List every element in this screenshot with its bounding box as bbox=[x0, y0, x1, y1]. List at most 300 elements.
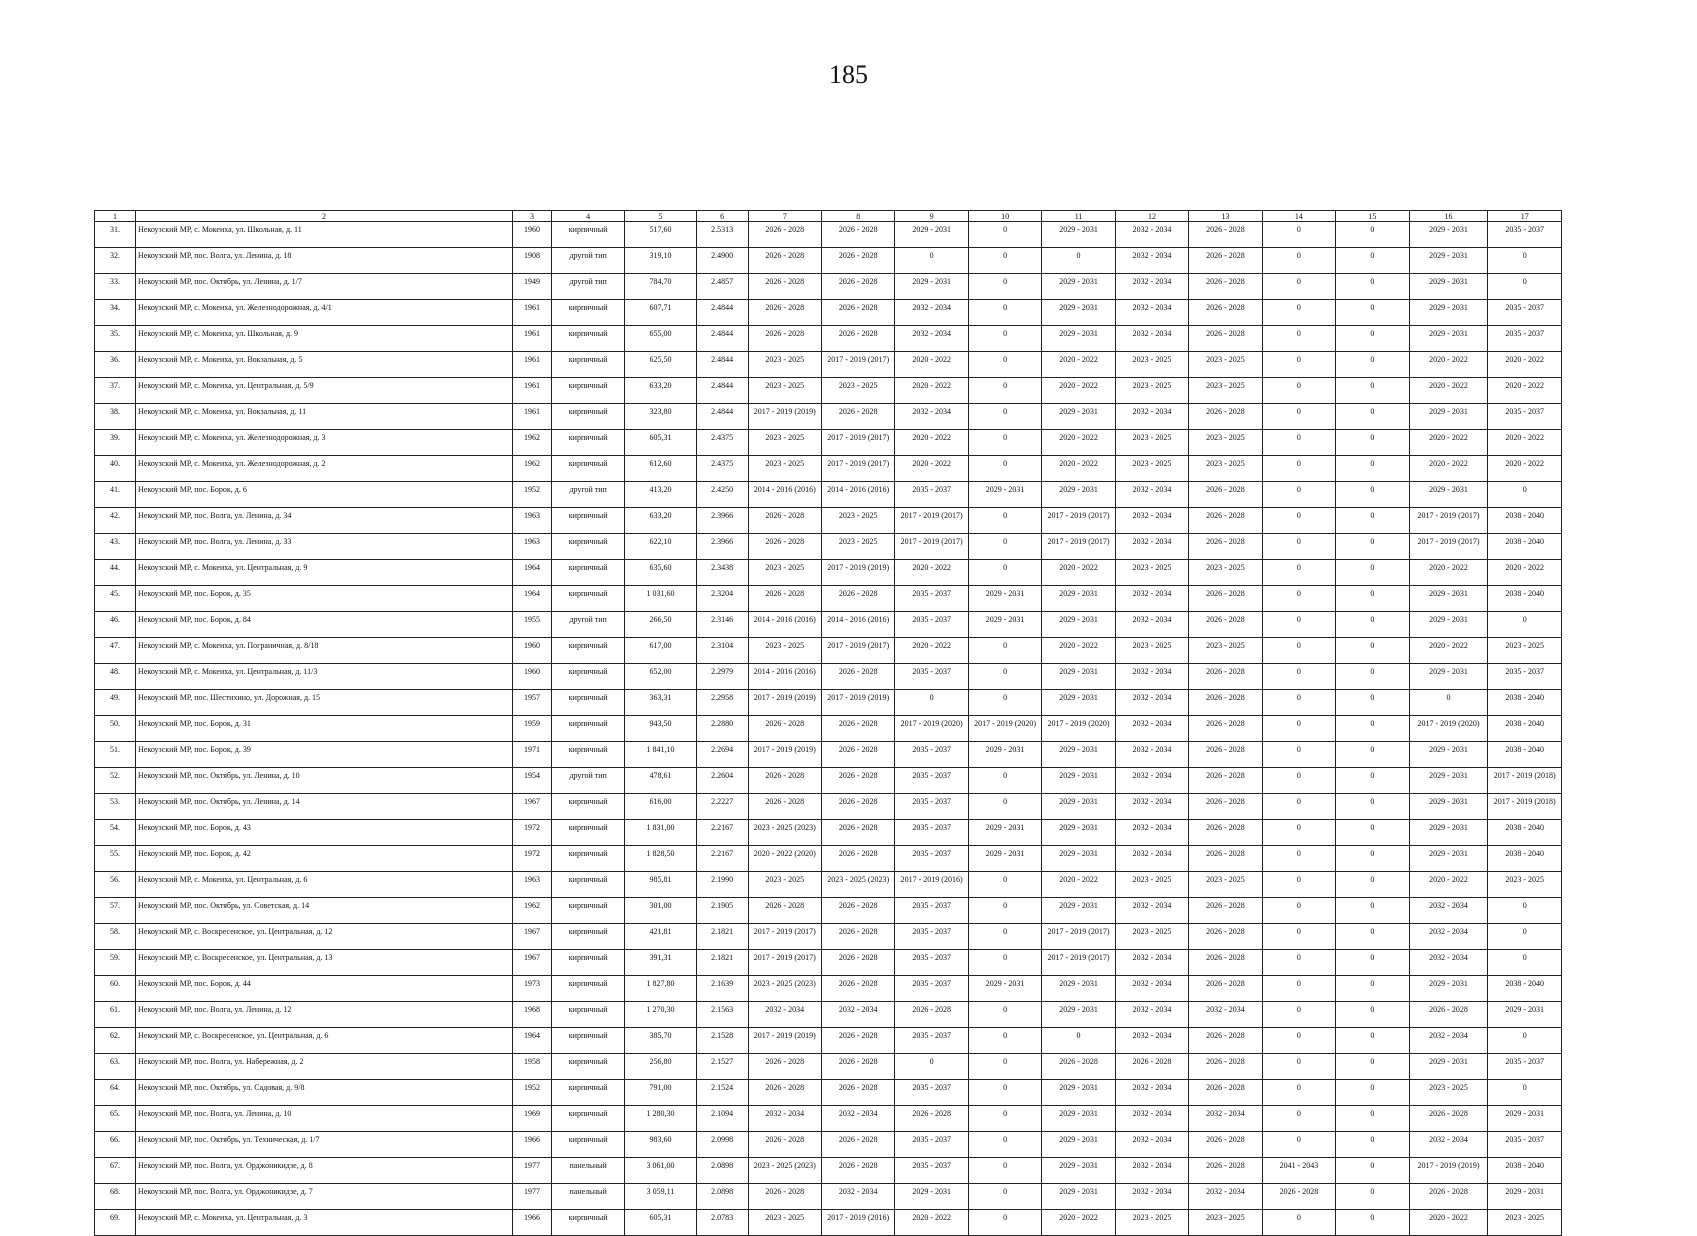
address-cell: Некоузский МР, с. Мокеиха, ул. Железнодорожная, д. 2 bbox=[136, 456, 513, 482]
table-cell: 0 bbox=[1336, 404, 1409, 430]
table-cell: 2029 - 2031 bbox=[1409, 976, 1488, 1002]
table-cell: 53. bbox=[95, 794, 136, 820]
table-cell: 0 bbox=[1336, 924, 1409, 950]
table-cell: 2020 - 2022 bbox=[1409, 430, 1488, 456]
table-cell: 2041 - 2043 bbox=[1262, 1158, 1335, 1184]
table-cell: 2023 - 2025 bbox=[1189, 560, 1262, 586]
table-cell: 2017 - 2019 (2019) bbox=[821, 560, 894, 586]
table-cell: 2.1990 bbox=[696, 872, 748, 898]
table-cell: 0 bbox=[1336, 482, 1409, 508]
table-cell: 2026 - 2028 bbox=[821, 248, 894, 274]
address-cell: Некоузский МР, с. Мокеиха, ул. Центральная, д. 5/9 bbox=[136, 378, 513, 404]
address-cell: Некоузский МР, с. Мокеиха, ул. Центральная, д. 3 bbox=[136, 1210, 513, 1236]
table-cell: 2035 - 2037 bbox=[895, 820, 968, 846]
table-cell: 0 bbox=[1336, 456, 1409, 482]
table-cell: 1949 bbox=[513, 274, 552, 300]
table-cell: 2.4857 bbox=[696, 274, 748, 300]
table-cell: 391,31 bbox=[625, 950, 696, 976]
table-row bbox=[95, 768, 1562, 794]
table-cell: кирпичный bbox=[551, 1002, 624, 1028]
table-cell: 0 bbox=[1488, 612, 1562, 638]
table-cell: 1960 bbox=[513, 222, 552, 248]
table-cell: 2029 - 2031 bbox=[1409, 586, 1488, 612]
table-cell: 0 bbox=[1262, 508, 1335, 534]
table-cell: 2026 - 2028 bbox=[1189, 404, 1262, 430]
table-cell: 2029 - 2031 bbox=[1042, 664, 1115, 690]
table-cell: 2029 - 2031 bbox=[1042, 1132, 1115, 1158]
table-row bbox=[95, 300, 1562, 326]
table-cell: 791,00 bbox=[625, 1080, 696, 1106]
table-cell: 0 bbox=[968, 1184, 1041, 1210]
table-cell: 2.1524 bbox=[696, 1080, 748, 1106]
table-cell: 985,81 bbox=[625, 872, 696, 898]
table-cell: 607,71 bbox=[625, 300, 696, 326]
table-cell: 2017 - 2019 (2017) bbox=[1042, 508, 1115, 534]
table-cell: 0 bbox=[1336, 1106, 1409, 1132]
table-cell: 2017 - 2019 (2019) bbox=[748, 690, 821, 716]
table-row bbox=[95, 742, 1562, 768]
table-cell: кирпичный bbox=[551, 456, 624, 482]
table-cell: 2032 - 2034 bbox=[1409, 1028, 1488, 1054]
table-cell: 2035 - 2037 bbox=[895, 976, 968, 1002]
table-cell: 2032 - 2034 bbox=[1115, 1184, 1188, 1210]
table-cell: 2029 - 2031 bbox=[1488, 1106, 1562, 1132]
table-cell: 67. bbox=[95, 1158, 136, 1184]
table-cell: 2023 - 2025 bbox=[821, 534, 894, 560]
table-cell: 2020 - 2022 bbox=[1409, 560, 1488, 586]
table-cell: 2026 - 2028 bbox=[748, 1132, 821, 1158]
address-cell: Некоузский МР, пос. Борок, д. 44 bbox=[136, 976, 513, 1002]
table-cell: 2029 - 2031 bbox=[1409, 248, 1488, 274]
table-cell: 1 270,30 bbox=[625, 1002, 696, 1028]
table-cell: кирпичный bbox=[551, 222, 624, 248]
table-cell: 2029 - 2031 bbox=[1409, 768, 1488, 794]
table-cell: 2035 - 2037 bbox=[1488, 326, 1562, 352]
table-cell: 0 bbox=[968, 352, 1041, 378]
table-cell: 2017 - 2019 (2020) bbox=[1042, 716, 1115, 742]
table-cell: 2017 - 2019 (2017) bbox=[748, 950, 821, 976]
table-cell: 2023 - 2025 bbox=[1189, 1210, 1262, 1236]
table-cell: 2023 - 2025 bbox=[1115, 638, 1188, 664]
table-cell: 0 bbox=[968, 1158, 1041, 1184]
table-cell: 2023 - 2025 bbox=[821, 508, 894, 534]
table-row bbox=[95, 846, 1562, 872]
table-cell: 2023 - 2025 bbox=[748, 872, 821, 898]
table-cell: 2026 - 2028 bbox=[1189, 716, 1262, 742]
table-cell: кирпичный bbox=[551, 820, 624, 846]
table-cell: 2017 - 2019 (2016) bbox=[821, 1210, 894, 1236]
table-cell: 0 bbox=[1336, 638, 1409, 664]
table-cell: 33. bbox=[95, 274, 136, 300]
table-cell: 2026 - 2028 bbox=[748, 898, 821, 924]
table-cell: 1973 bbox=[513, 976, 552, 1002]
table-cell: 0 bbox=[1336, 274, 1409, 300]
table-cell: 2.3966 bbox=[696, 508, 748, 534]
table-cell: 1962 bbox=[513, 430, 552, 456]
table-cell: 52. bbox=[95, 768, 136, 794]
table-cell: 2032 - 2034 bbox=[1115, 1132, 1188, 1158]
table-cell: 1958 bbox=[513, 1054, 552, 1080]
table-cell: 2026 - 2028 bbox=[821, 898, 894, 924]
table-cell: 0 bbox=[1488, 482, 1562, 508]
address-cell: Некоузский МР, с. Воскресенское, ул. Центральная, д. 6 bbox=[136, 1028, 513, 1054]
table-cell: 2.4375 bbox=[696, 430, 748, 456]
table-cell: 1959 bbox=[513, 716, 552, 742]
table-cell: 2038 - 2040 bbox=[1488, 742, 1562, 768]
table-cell: 2017 - 2019 (2020) bbox=[895, 716, 968, 742]
table-cell: 2029 - 2031 bbox=[968, 482, 1041, 508]
table-cell: 55. bbox=[95, 846, 136, 872]
header-row bbox=[95, 211, 1562, 222]
table-cell: 2026 - 2028 bbox=[821, 1080, 894, 1106]
table-cell: 0 bbox=[1488, 924, 1562, 950]
table-cell: 0 bbox=[1262, 534, 1335, 560]
table-cell: 2035 - 2037 bbox=[895, 794, 968, 820]
table-cell: 2020 - 2022 bbox=[1042, 1210, 1115, 1236]
table-cell: 0 bbox=[968, 1054, 1041, 1080]
address-cell: Некоузский МР, пос. Октябрь, ул. Советская, д. 14 bbox=[136, 898, 513, 924]
table-cell: 2026 - 2028 bbox=[1115, 1054, 1188, 1080]
table-cell: 2032 - 2034 bbox=[1409, 924, 1488, 950]
table-cell: 0 bbox=[968, 768, 1041, 794]
table-cell: 2.2958 bbox=[696, 690, 748, 716]
table-cell: 0 bbox=[1262, 248, 1335, 274]
table-cell: 1961 bbox=[513, 378, 552, 404]
address-cell: Некоузский МР, пос. Шестихино, ул. Дорожная, д. 15 bbox=[136, 690, 513, 716]
table-cell: 2020 - 2022 bbox=[1409, 872, 1488, 898]
table-cell: 2026 - 2028 bbox=[1189, 768, 1262, 794]
address-cell: Некоузский МР, пос. Волга, ул. Ленина, д. 18 bbox=[136, 248, 513, 274]
column-header-5: 5 bbox=[625, 211, 696, 222]
table-cell: 1908 bbox=[513, 248, 552, 274]
table-cell: 0 bbox=[1336, 768, 1409, 794]
table-cell: 0 bbox=[968, 248, 1041, 274]
table-row bbox=[95, 586, 1562, 612]
table-cell: 2023 - 2025 (2023) bbox=[748, 1158, 821, 1184]
table-cell: 2032 - 2034 bbox=[1115, 222, 1188, 248]
table-cell: 0 bbox=[968, 664, 1041, 690]
table-cell: 0 bbox=[1336, 1028, 1409, 1054]
table-cell: 0 bbox=[1262, 690, 1335, 716]
table-cell: 1 841,10 bbox=[625, 742, 696, 768]
table-cell: 60. bbox=[95, 976, 136, 1002]
table-cell: 1977 bbox=[513, 1158, 552, 1184]
table-cell: 2032 - 2034 bbox=[1115, 976, 1188, 1002]
table-cell: 2026 - 2028 bbox=[1189, 534, 1262, 560]
table-cell: 2026 - 2028 bbox=[748, 534, 821, 560]
column-header-17: 17 bbox=[1488, 211, 1562, 222]
table-cell: кирпичный bbox=[551, 300, 624, 326]
address-cell: Некоузский МР, пос. Борок, д. 43 bbox=[136, 820, 513, 846]
table-cell: 2026 - 2028 bbox=[748, 326, 821, 352]
table-cell: 0 bbox=[968, 1002, 1041, 1028]
table-cell: 2.1639 bbox=[696, 976, 748, 1002]
table-cell: 2.1563 bbox=[696, 1002, 748, 1028]
table-cell: 2023 - 2025 (2023) bbox=[748, 976, 821, 1002]
table-cell: 2020 - 2022 bbox=[1409, 378, 1488, 404]
table-cell: 2029 - 2031 bbox=[1042, 222, 1115, 248]
column-header-3: 3 bbox=[513, 211, 552, 222]
table-cell: другой тип bbox=[551, 768, 624, 794]
table-cell: 2017 - 2019 (2017) bbox=[1042, 534, 1115, 560]
table-cell: 2020 - 2022 bbox=[895, 1210, 968, 1236]
table-cell: 2023 - 2025 (2023) bbox=[821, 872, 894, 898]
table-cell: 2026 - 2028 bbox=[821, 586, 894, 612]
housing-table bbox=[94, 210, 1562, 1236]
table-cell: 2026 - 2028 bbox=[1189, 924, 1262, 950]
table-cell: 0 bbox=[1336, 950, 1409, 976]
table-cell: 0 bbox=[1336, 820, 1409, 846]
address-cell: Некоузский МР, пос. Октябрь, ул. Ленина, д. 10 bbox=[136, 768, 513, 794]
table-cell: 2017 - 2019 (2017) bbox=[1042, 924, 1115, 950]
address-cell: Некоузский МР, с. Мокеиха, ул. Вокзальная, д. 11 bbox=[136, 404, 513, 430]
table-cell: 64. bbox=[95, 1080, 136, 1106]
table-cell: 478,61 bbox=[625, 768, 696, 794]
table-cell: 2017 - 2019 (2017) bbox=[1409, 534, 1488, 560]
table-cell: 0 bbox=[1262, 404, 1335, 430]
table-cell: 1961 bbox=[513, 326, 552, 352]
table-cell: 2026 - 2028 bbox=[1409, 1106, 1488, 1132]
table-cell: 1 031,60 bbox=[625, 586, 696, 612]
table-cell: 2032 - 2034 bbox=[1115, 664, 1188, 690]
table-cell: 2032 - 2034 bbox=[821, 1184, 894, 1210]
table-cell: 633,20 bbox=[625, 508, 696, 534]
table-cell: кирпичный bbox=[551, 716, 624, 742]
table-cell: 0 bbox=[1262, 846, 1335, 872]
table-cell: 2035 - 2037 bbox=[895, 1028, 968, 1054]
table-cell: 0 bbox=[1336, 352, 1409, 378]
table-cell: 2026 - 2028 bbox=[1189, 1158, 1262, 1184]
address-cell: Некоузский МР, с. Мокеиха, ул. Железнодорожная, д. 4/1 bbox=[136, 300, 513, 326]
table-cell: 2032 - 2034 bbox=[821, 1106, 894, 1132]
table-cell: 2026 - 2028 bbox=[821, 794, 894, 820]
table-cell: 2020 - 2022 bbox=[1042, 872, 1115, 898]
table-cell: 2020 - 2022 bbox=[1409, 456, 1488, 482]
table-cell: 2029 - 2031 bbox=[968, 742, 1041, 768]
table-cell: 2023 - 2025 bbox=[748, 456, 821, 482]
table-cell: 2038 - 2040 bbox=[1488, 586, 1562, 612]
table-cell: 56. bbox=[95, 872, 136, 898]
table-cell: 2035 - 2037 bbox=[895, 768, 968, 794]
table-cell: 2023 - 2025 bbox=[748, 638, 821, 664]
table-row bbox=[95, 716, 1562, 742]
table-cell: 36. bbox=[95, 352, 136, 378]
table-cell: 0 bbox=[968, 794, 1041, 820]
column-header-16: 16 bbox=[1409, 211, 1488, 222]
table-cell: 2026 - 2028 bbox=[748, 300, 821, 326]
table-cell: 625,50 bbox=[625, 352, 696, 378]
table-cell: 1955 bbox=[513, 612, 552, 638]
table-cell: 2020 - 2022 bbox=[1488, 378, 1562, 404]
table-cell: 2.1527 bbox=[696, 1054, 748, 1080]
table-cell: 43. bbox=[95, 534, 136, 560]
table-cell: 2026 - 2028 bbox=[895, 1106, 968, 1132]
table-cell: 2038 - 2040 bbox=[1488, 976, 1562, 1002]
column-header-11: 11 bbox=[1042, 211, 1115, 222]
table-cell: 3 061,00 bbox=[625, 1158, 696, 1184]
table-cell: 0 bbox=[1262, 794, 1335, 820]
table-cell: 0 bbox=[1262, 1054, 1335, 1080]
table-cell: 2032 - 2034 bbox=[1189, 1106, 1262, 1132]
table-cell: 2032 - 2034 bbox=[1115, 274, 1188, 300]
table-cell: 2020 - 2022 bbox=[1488, 430, 1562, 456]
table-cell: другой тип bbox=[551, 482, 624, 508]
table-cell: 2023 - 2025 bbox=[748, 1210, 821, 1236]
table-cell: 63. bbox=[95, 1054, 136, 1080]
table-cell: 2020 - 2022 bbox=[1042, 456, 1115, 482]
table-cell: 2026 - 2028 bbox=[1189, 664, 1262, 690]
address-cell: Некоузский МР, пос. Волга, ул. Орджоникидзе, д. 8 bbox=[136, 1158, 513, 1184]
table-row bbox=[95, 248, 1562, 274]
table-cell: 2035 - 2037 bbox=[895, 612, 968, 638]
table-cell: 2.2167 bbox=[696, 820, 748, 846]
table-cell: 0 bbox=[1336, 1158, 1409, 1184]
table-cell: 2032 - 2034 bbox=[821, 1002, 894, 1028]
table-row bbox=[95, 976, 1562, 1002]
table-cell: 0 bbox=[1336, 534, 1409, 560]
table-cell: 2020 - 2022 bbox=[895, 456, 968, 482]
table-cell: 2026 - 2028 bbox=[1189, 586, 1262, 612]
address-cell: Некоузский МР, пос. Октябрь, ул. Техническая, д. 1/7 bbox=[136, 1132, 513, 1158]
table-cell: 2029 - 2031 bbox=[1042, 1184, 1115, 1210]
table-cell: кирпичный bbox=[551, 1106, 624, 1132]
table-cell: 784,70 bbox=[625, 274, 696, 300]
table-cell: 0 bbox=[968, 872, 1041, 898]
table-cell: 2029 - 2031 bbox=[1042, 898, 1115, 924]
table-cell: 1961 bbox=[513, 404, 552, 430]
table-row bbox=[95, 638, 1562, 664]
table-cell: 66. bbox=[95, 1132, 136, 1158]
table-cell: 2023 - 2025 bbox=[1115, 560, 1188, 586]
address-cell: Некоузский МР, пос. Борок, д. 42 bbox=[136, 846, 513, 872]
table-cell: 2017 - 2019 (2019) bbox=[821, 690, 894, 716]
table-cell: 2.2880 bbox=[696, 716, 748, 742]
table-cell: 2029 - 2031 bbox=[1042, 300, 1115, 326]
table-cell: 2.2227 bbox=[696, 794, 748, 820]
table-cell: 2020 - 2022 bbox=[895, 430, 968, 456]
table-cell: 2.0783 bbox=[696, 1210, 748, 1236]
table-cell: 2032 - 2034 bbox=[1115, 716, 1188, 742]
table-cell: 2017 - 2019 (2017) bbox=[821, 430, 894, 456]
table-cell: 2032 - 2034 bbox=[1115, 742, 1188, 768]
table-cell: 1964 bbox=[513, 560, 552, 586]
table-cell: 0 bbox=[968, 1132, 1041, 1158]
table-cell: 1961 bbox=[513, 352, 552, 378]
column-header-2: 2 bbox=[136, 211, 513, 222]
table-cell: 0 bbox=[1262, 950, 1335, 976]
table-cell: 2026 - 2028 bbox=[821, 300, 894, 326]
table-cell: 605,31 bbox=[625, 1210, 696, 1236]
table-cell: 2023 - 2025 bbox=[1115, 352, 1188, 378]
table-cell: 2.4250 bbox=[696, 482, 748, 508]
table-row bbox=[95, 898, 1562, 924]
table-cell: 2.4844 bbox=[696, 352, 748, 378]
table-cell: 2017 - 2019 (2017) bbox=[748, 924, 821, 950]
table-cell: 633,20 bbox=[625, 378, 696, 404]
table-cell: 2029 - 2031 bbox=[1042, 976, 1115, 1002]
table-cell: 2026 - 2028 bbox=[1189, 742, 1262, 768]
table-cell: 1954 bbox=[513, 768, 552, 794]
table-cell: 635,60 bbox=[625, 560, 696, 586]
column-header-6: 6 bbox=[696, 211, 748, 222]
table-cell: 2017 - 2019 (2017) bbox=[1409, 508, 1488, 534]
table-cell: 1957 bbox=[513, 690, 552, 716]
table-cell: 2026 - 2028 bbox=[821, 950, 894, 976]
table-cell: 2029 - 2031 bbox=[1409, 664, 1488, 690]
table-cell: 2032 - 2034 bbox=[1115, 326, 1188, 352]
table-cell: 517,60 bbox=[625, 222, 696, 248]
table-cell: 2026 - 2028 bbox=[748, 1184, 821, 1210]
table-cell: 2026 - 2028 bbox=[821, 274, 894, 300]
table-cell: 0 bbox=[1336, 1002, 1409, 1028]
table-row bbox=[95, 1184, 1562, 1210]
address-cell: Некоузский МР, с. Мокеиха, ул. Центральная, д. 11/3 bbox=[136, 664, 513, 690]
table-cell: 2020 - 2022 bbox=[1042, 352, 1115, 378]
table-cell: 2014 - 2016 (2016) bbox=[821, 612, 894, 638]
table-cell: 943,50 bbox=[625, 716, 696, 742]
table-cell: 2020 - 2022 bbox=[895, 378, 968, 404]
table-cell: 2035 - 2037 bbox=[1488, 664, 1562, 690]
table-cell: 0 bbox=[1336, 508, 1409, 534]
table-row bbox=[95, 274, 1562, 300]
table-cell: 0 bbox=[1488, 248, 1562, 274]
table-cell: 2029 - 2031 bbox=[1042, 820, 1115, 846]
table-cell: 2026 - 2028 bbox=[821, 742, 894, 768]
table-cell: 0 bbox=[968, 404, 1041, 430]
table-cell: 0 bbox=[1262, 1106, 1335, 1132]
table-cell: 0 bbox=[1262, 378, 1335, 404]
table-cell: кирпичный bbox=[551, 1080, 624, 1106]
table-cell: 2029 - 2031 bbox=[1409, 820, 1488, 846]
table-cell: 2017 - 2019 (2017) bbox=[821, 456, 894, 482]
table-cell: 2029 - 2031 bbox=[1042, 1002, 1115, 1028]
table-cell: 2029 - 2031 bbox=[1488, 1184, 1562, 1210]
table-cell: 2020 - 2022 bbox=[1042, 430, 1115, 456]
table-cell: 2026 - 2028 bbox=[821, 326, 894, 352]
table-cell: 2026 - 2028 bbox=[748, 248, 821, 274]
table-cell: 2029 - 2031 bbox=[1409, 846, 1488, 872]
table-cell: 0 bbox=[1409, 690, 1488, 716]
table-cell: 2026 - 2028 bbox=[821, 664, 894, 690]
table-cell: кирпичный bbox=[551, 508, 624, 534]
table-cell: 2023 - 2025 bbox=[1488, 638, 1562, 664]
table-cell: 1967 bbox=[513, 924, 552, 950]
table-cell: 34. bbox=[95, 300, 136, 326]
table-cell: 0 bbox=[1262, 560, 1335, 586]
table-cell: 2023 - 2025 bbox=[748, 352, 821, 378]
table-cell: 2032 - 2034 bbox=[1115, 950, 1188, 976]
table-cell: 2017 - 2019 (2019) bbox=[748, 1028, 821, 1054]
table-cell: 2032 - 2034 bbox=[1115, 768, 1188, 794]
column-header-14: 14 bbox=[1262, 211, 1335, 222]
table-cell: 2032 - 2034 bbox=[1115, 508, 1188, 534]
table-cell: 2020 - 2022 bbox=[1488, 352, 1562, 378]
table-row bbox=[95, 326, 1562, 352]
table-cell: 2029 - 2031 bbox=[1042, 274, 1115, 300]
table-cell: 1962 bbox=[513, 898, 552, 924]
table-cell: 2038 - 2040 bbox=[1488, 534, 1562, 560]
table-cell: 2029 - 2031 bbox=[1042, 1158, 1115, 1184]
table-cell: 0 bbox=[1262, 768, 1335, 794]
table-cell: 2032 - 2034 bbox=[1115, 820, 1188, 846]
column-header-13: 13 bbox=[1189, 211, 1262, 222]
table-cell: 2035 - 2037 bbox=[895, 482, 968, 508]
table-cell: кирпичный bbox=[551, 352, 624, 378]
table-cell: 2023 - 2025 bbox=[821, 378, 894, 404]
table-cell: 2029 - 2031 bbox=[1042, 586, 1115, 612]
table-cell: 2017 - 2019 (2017) bbox=[821, 638, 894, 664]
table-cell: 0 bbox=[1488, 1028, 1562, 1054]
